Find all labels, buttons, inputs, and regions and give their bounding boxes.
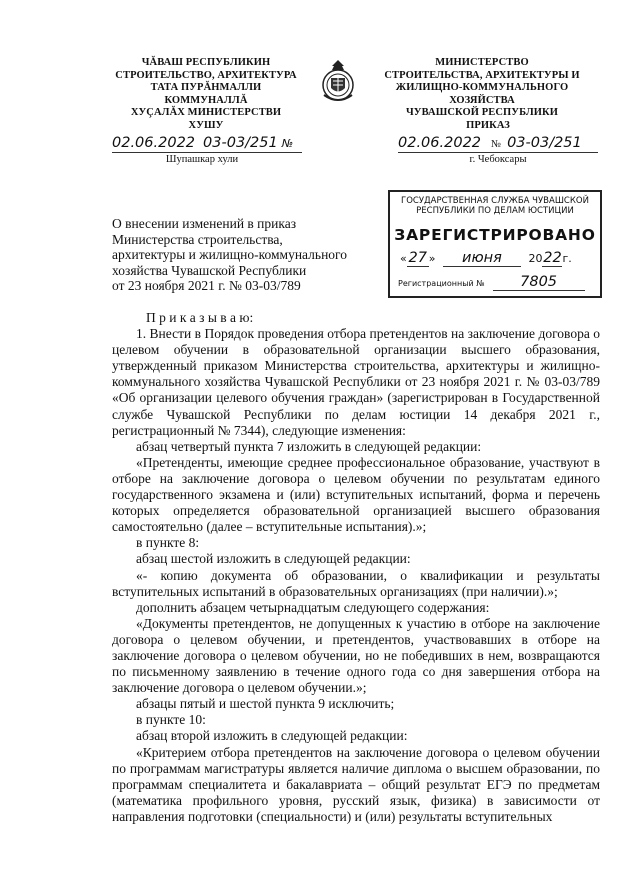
right-number: 03-03/251 xyxy=(507,135,582,151)
subject-line: Министерства строительства, xyxy=(112,231,283,247)
order-word: П р и к а з ы в а ю: xyxy=(146,310,254,325)
body-paragraph: абзацы пятый и шестой пункта 9 исключить; xyxy=(136,696,395,712)
stamp-year: 22 xyxy=(543,250,562,266)
body-paragraph: дополнить абзацем четырнадцатым следующего содержания: xyxy=(136,599,490,615)
right-number-sign: № xyxy=(491,139,502,150)
header-right-line: ЧУВАШСКОЙ РЕСПУБЛИКИ xyxy=(405,107,559,118)
stamp-month: июня xyxy=(443,250,521,267)
stamp-year-suffix: г. xyxy=(562,252,572,265)
stamp-org-line: ГОСУДАРСТВЕННАЯ СЛУЖБА ЧУВАШСКОЙ xyxy=(401,196,589,206)
left-date: 02.06.2022 xyxy=(112,135,196,151)
stamp-reg-label: Регистрационный № xyxy=(398,279,485,288)
stamp-date-row xyxy=(390,250,600,267)
header-right xyxy=(364,57,600,120)
right-date-underline xyxy=(398,152,598,153)
right-date: 02.06.2022 xyxy=(398,135,482,151)
subject-line: от 23 ноября 2021 г. № 03-03/789 xyxy=(112,278,301,293)
stamp-quote-close: » xyxy=(428,252,436,265)
header-left-line: ХУÇАЛĂХ МИНИСТЕРСТВИ xyxy=(130,107,282,118)
subject-line: хозяйства Чувашской Республики xyxy=(112,262,307,278)
body-paragraph: в пункте 10: xyxy=(136,712,206,728)
stamp-org-line: РЕСПУБЛИКИ ПО ДЕЛАМ ЮСТИЦИИ xyxy=(416,206,574,216)
body-paragraph: «Документы претендентов, не допущенных к участию в отборе на заключение договора о целевом обучении, и претендентов, участвовавших в отборе на заключение договора о целевом обучении, но не победивших в нем, возвращаются по письменному заявлению в течение одного года со дня завершения отбора на заключение договора о целевом обучении.»; xyxy=(112,615,600,696)
left-doc-type: ХУШУ xyxy=(188,120,224,131)
body-paragraph: абзац четвертый пункта 7 изложить в следующей редакции: xyxy=(136,438,482,454)
right-city: г. Чебоксары xyxy=(469,154,527,165)
coat-of-arms-emblem xyxy=(318,57,358,105)
registration-stamp xyxy=(388,190,602,298)
left-date-underline xyxy=(112,152,302,153)
left-number-sign: № xyxy=(281,137,294,150)
left-date-number xyxy=(112,134,312,154)
subject-block xyxy=(112,216,372,294)
header-left-line: СТРОИТЕЛЬСТВО, АРХИТЕКТУРА xyxy=(115,69,297,81)
body-paragraph: «Претенденты, имеющие среднее профессиональное образование, участвуют в отборе на заключение договора о целевом обучении по результатам единого государственного экзамена и (или) вступительных испытаний, форма и перечень которых определяется образовательной организацией высшего образования самостоятельно (далее – вступительные испытания).»; xyxy=(112,454,600,535)
stamp-reg-number: 7805 xyxy=(493,274,585,291)
header-right-line: ЖИЛИЩНО-КОММУНАЛЬНОГО ХОЗЯЙСТВА xyxy=(395,82,569,106)
body-paragraph: «- копию документа об образовании, о квалификации и результаты вступительных испытаний в образовательных организациях (при наличии).»; xyxy=(112,567,600,599)
header-left xyxy=(108,57,304,120)
right-doc-type: ПРИКАЗ xyxy=(466,120,510,131)
subject-line: архитектуры и жилищно-коммунального xyxy=(112,247,347,262)
subject-line: О внесении изменений в приказ xyxy=(112,216,297,231)
document-body xyxy=(112,310,600,825)
body-paragraph: в пункте 8: xyxy=(136,535,200,551)
left-number: 03-03/251 xyxy=(203,135,278,151)
body-paragraph: «Критерием отбора претендентов на заключение договора о целевом обучении по программам магистратуры является наличие диплома о высшем образовании, по программам специалитета и бакалавриата – общий результат ЕГЭ по предметам (математика профильного уровня, русский язык, физика) в зависимости от направления подготовки (специальности) и (или) результаты вступительных xyxy=(112,744,600,824)
body-paragraph: абзац шестой изложить в следующей редакции: xyxy=(136,551,411,567)
stamp-reg-row xyxy=(390,273,600,291)
header-left-line: ТАТА ПУРĂНМАЛЛИ КОММУНАЛЛĂ xyxy=(150,82,262,106)
stamp-quote-open: « xyxy=(400,252,407,265)
right-date-number xyxy=(398,134,608,154)
body-paragraph: абзац второй изложить в следующей редакции: xyxy=(136,728,408,744)
body-paragraph: 1. Внести в Порядок проведения отбора претендентов на заключение договора о целевом обучении в образовательной организации высшего образования, утвержденный приказом Министерства строительства, архитектуры и жилищно-коммунального хозяйства Чувашской Республики от 23 ноября 2021 г. № 03-03/789 «Об организации целевого обучения граждан» (зарегистрирован в Государственной службе Чувашской Республики по делам юстиции 14 декабря 2021 г., регистрационный № 7344), следующие изменения: xyxy=(112,326,600,438)
header-left-line: ЧĂВАШ РЕСПУБЛИКИН xyxy=(141,57,271,68)
stamp-day: 27 xyxy=(408,250,427,266)
left-city: Шупашкар хули xyxy=(165,154,239,165)
header-right-line: МИНИСТЕРСТВО xyxy=(435,57,529,68)
header-right-line: СТРОИТЕЛЬСТВА, АРХИТЕКТУРЫ И xyxy=(384,69,580,81)
stamp-title: ЗАРЕГИСТРИРОВАНО xyxy=(394,226,596,244)
stamp-year-prefix: 20 xyxy=(528,252,543,265)
